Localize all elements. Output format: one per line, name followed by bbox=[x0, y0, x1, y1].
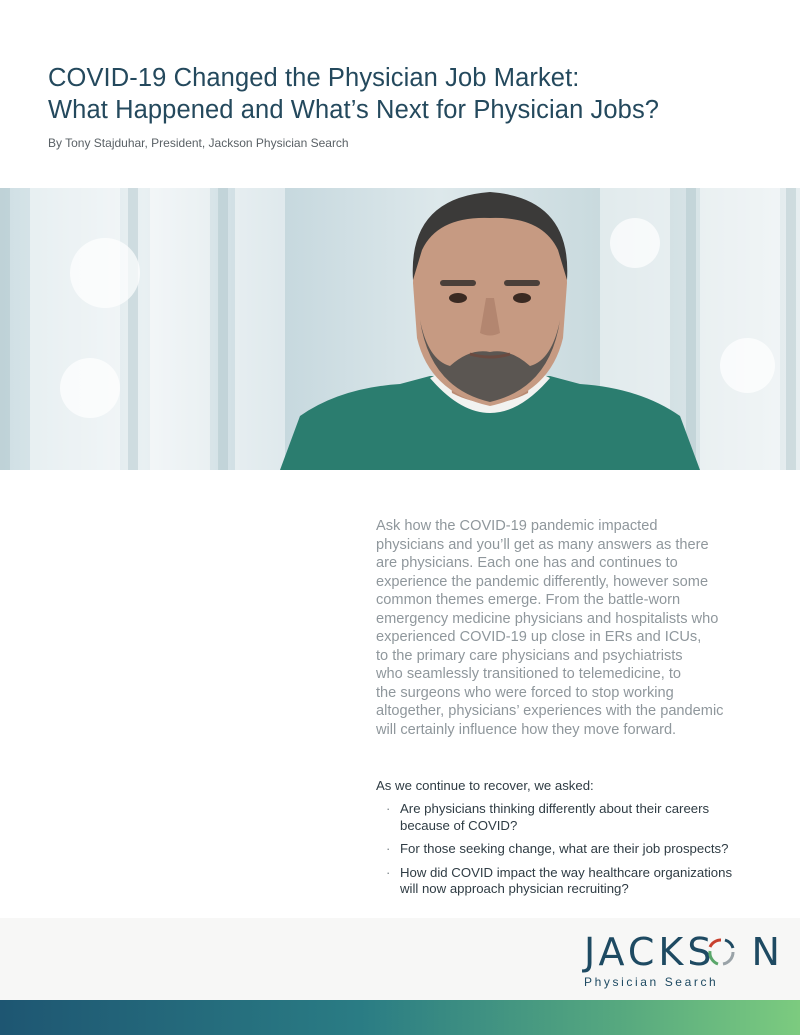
bullet-icon: · bbox=[386, 864, 391, 880]
window-pane bbox=[150, 188, 210, 470]
intro-line: the surgeons who were forced to stop working bbox=[376, 684, 674, 701]
list-item bbox=[384, 841, 774, 858]
question-line: How did COVID impact the way healthcare organizations bbox=[400, 864, 733, 880]
questions-lead: As we continue to recover, we asked: bbox=[376, 778, 594, 793]
window-pane bbox=[30, 188, 120, 470]
light-bokeh bbox=[70, 238, 140, 308]
intro-line: experienced COVID-19 up close in ERs and ICUs, bbox=[376, 629, 702, 645]
intro-line: emergency medicine physicians and hospitalists who bbox=[376, 610, 719, 627]
logo-o-swirl-icon bbox=[706, 937, 736, 967]
intro-line: will certainly influence how they move forward. bbox=[376, 721, 677, 738]
physician-portrait-icon bbox=[280, 188, 700, 470]
title-line-2: What Happened and What’s Next for Physician Jobs? bbox=[48, 96, 660, 124]
bullet-icon: · bbox=[386, 841, 391, 856]
window-frame bbox=[786, 188, 796, 470]
question-line: because of COVID? bbox=[400, 817, 518, 833]
questions-list bbox=[384, 801, 774, 905]
intro-line: experience the pandemic differently, however some bbox=[376, 573, 709, 590]
window-frame bbox=[128, 188, 138, 470]
intro-line: Ask how the COVID-19 pandemic impacted bbox=[376, 518, 658, 534]
window-pane bbox=[235, 188, 285, 470]
question-line: For those seeking change, what are their job prospects? bbox=[400, 841, 729, 856]
logo-subtitle: Physician Search bbox=[584, 975, 719, 989]
title-line-1: COVID-19 Changed the Physician Job Market: bbox=[48, 64, 580, 92]
document-title bbox=[48, 62, 768, 126]
window-frame bbox=[218, 188, 228, 470]
question-line: will now approach physician recruiting? bbox=[400, 881, 629, 896]
byline: By Tony Stajduhar, President, Jackson Physician Search bbox=[48, 136, 349, 150]
intro-line: who seamlessly transitioned to telemedicine, to bbox=[376, 666, 682, 682]
list-item bbox=[384, 865, 774, 898]
logo-word-right: N bbox=[751, 930, 784, 974]
jackson-logo bbox=[584, 930, 784, 992]
light-bokeh bbox=[60, 358, 120, 418]
intro-line: are physicians. Each one has and continues to bbox=[376, 555, 678, 571]
bottom-gradient-bar bbox=[0, 1000, 800, 1035]
list-item bbox=[384, 801, 774, 834]
logo-word-left: JACKS bbox=[584, 930, 716, 974]
light-bokeh bbox=[720, 338, 775, 393]
window-pane bbox=[700, 188, 780, 470]
window-frame bbox=[0, 188, 10, 470]
intro-line: physicians and you’ll get as many answers as there bbox=[376, 536, 709, 553]
hero-photo bbox=[0, 188, 800, 470]
intro-line: altogether, physicians’ experiences with the pandemic bbox=[376, 703, 724, 719]
intro-paragraph bbox=[376, 517, 756, 739]
intro-line: to the primary care physicians and psychiatrists bbox=[376, 647, 683, 664]
logo-wordmark bbox=[584, 930, 784, 974]
intro-line: common themes emerge. From the battle-worn bbox=[376, 592, 681, 608]
bullet-icon: · bbox=[386, 801, 391, 816]
question-line: Are physicians thinking differently about their careers bbox=[400, 801, 710, 816]
